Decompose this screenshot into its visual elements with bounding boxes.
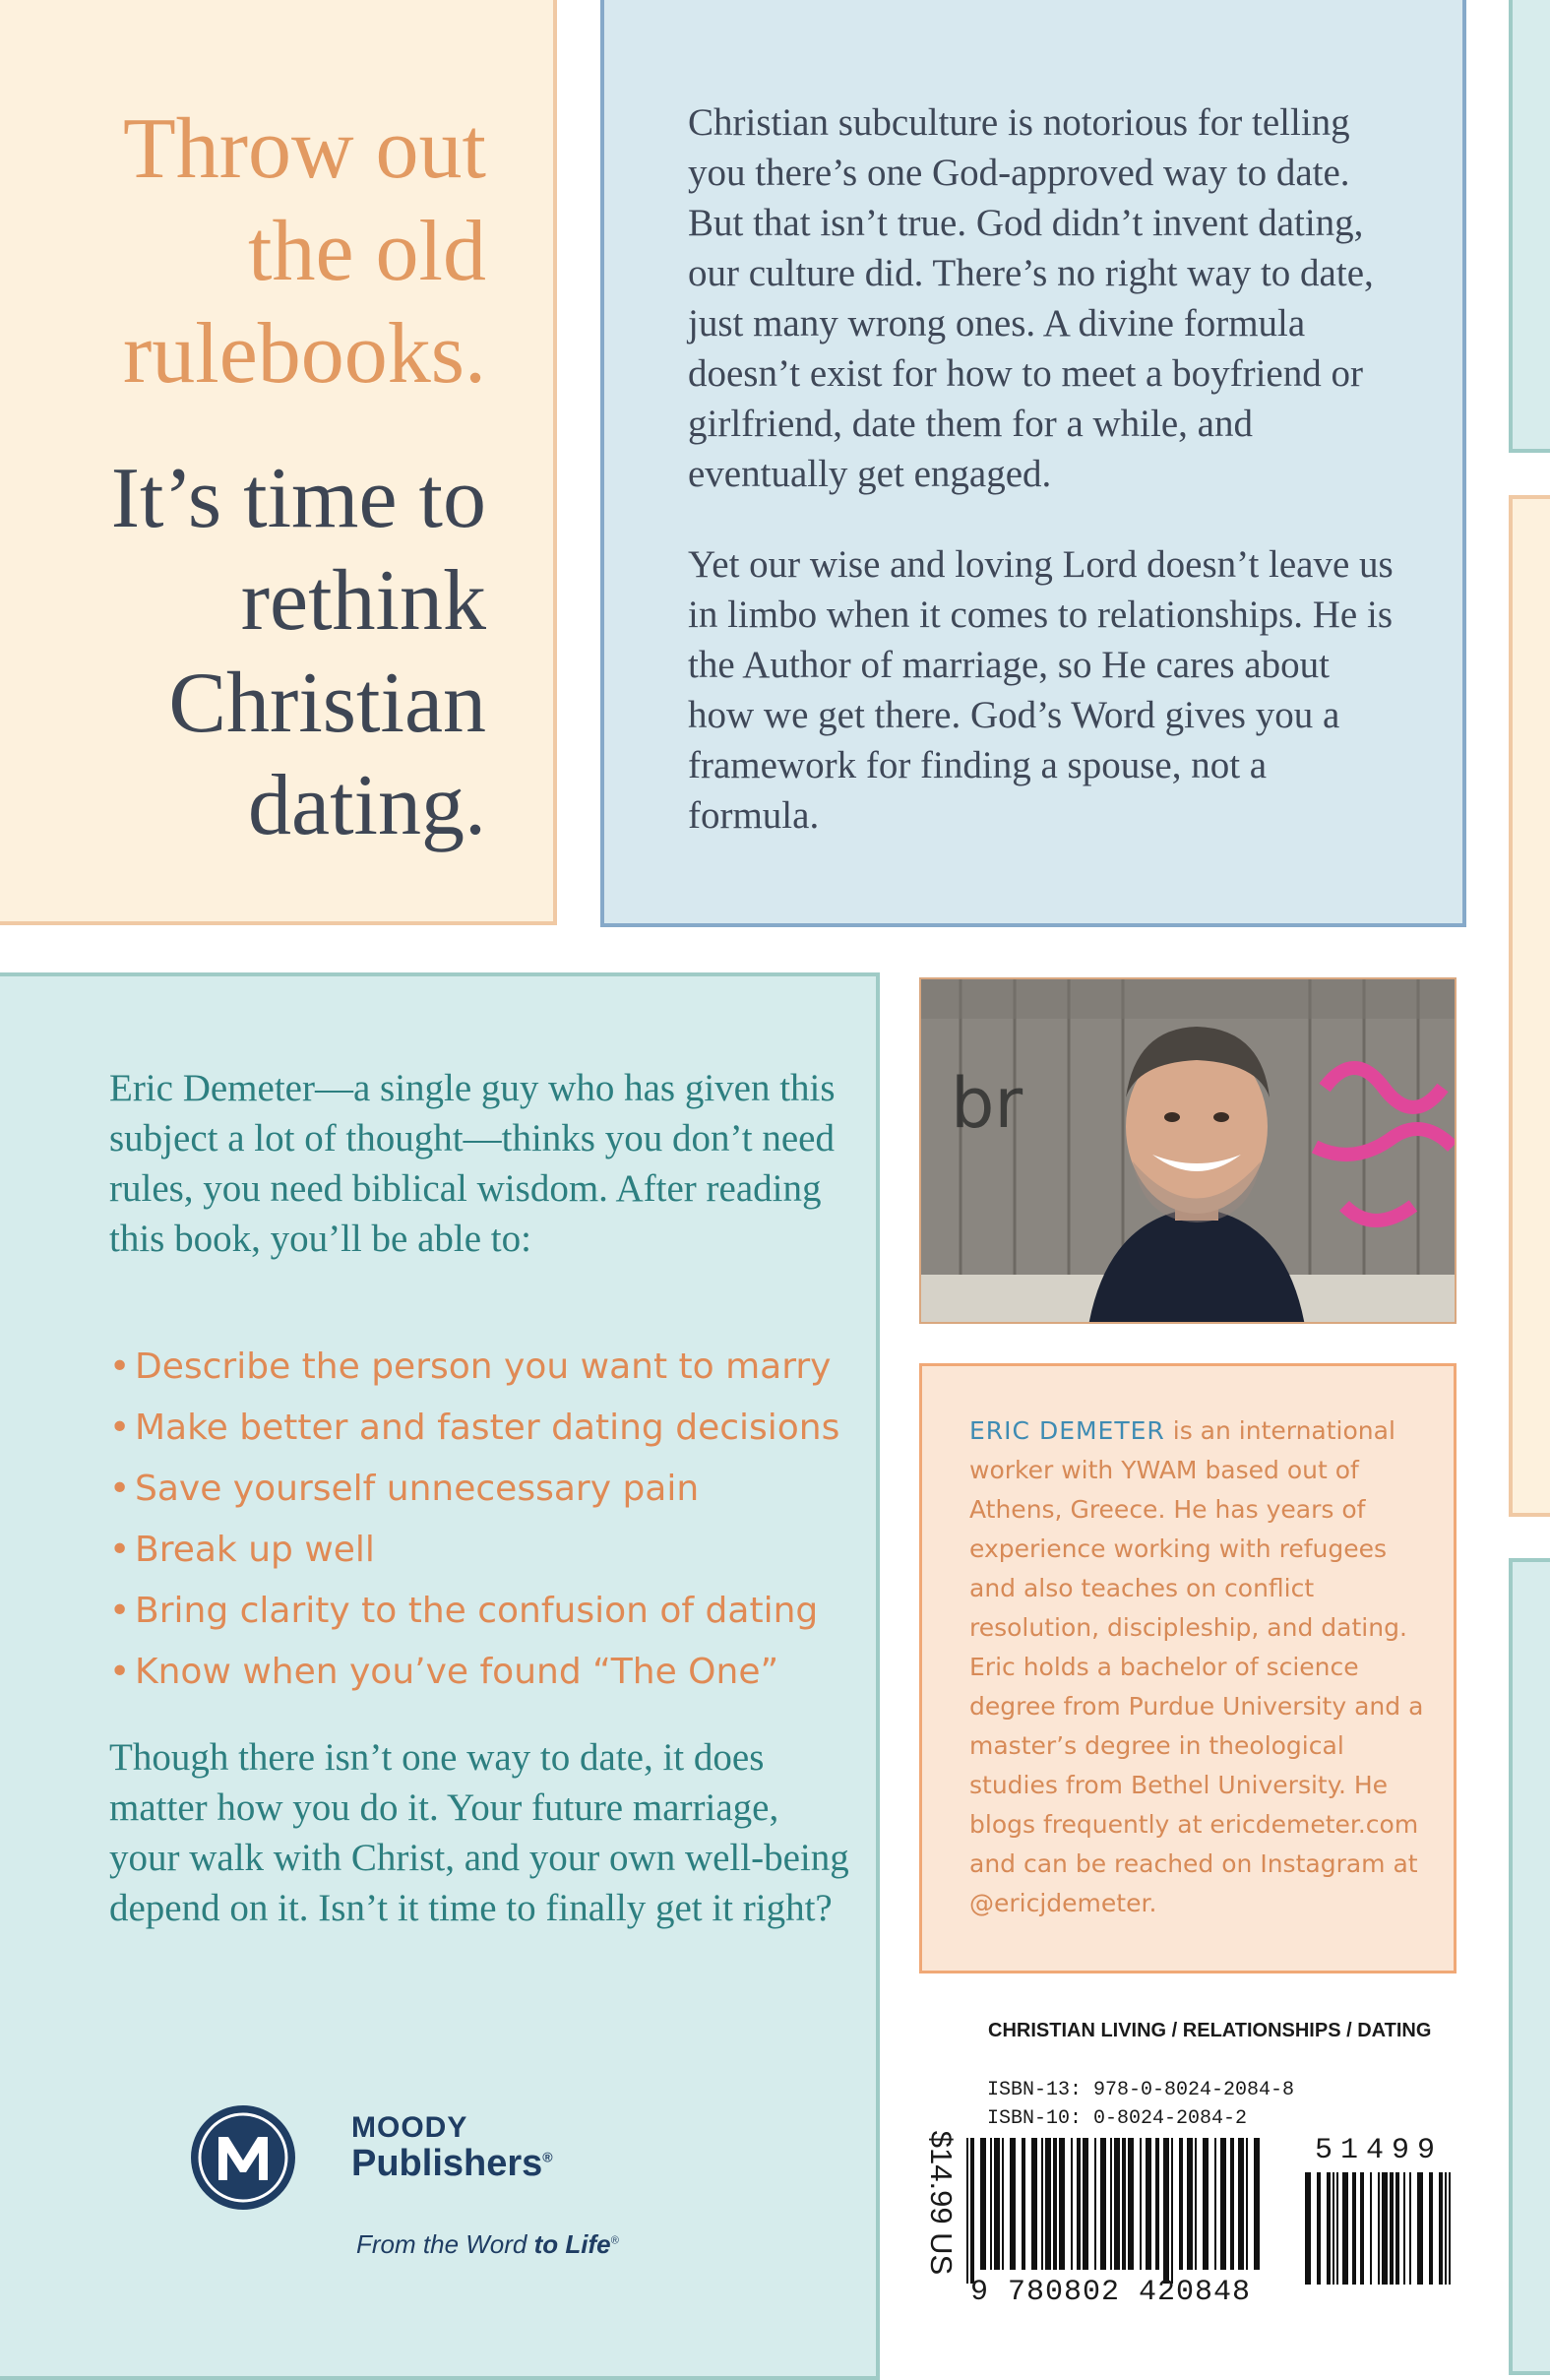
benefit-text: Describe the person you want to marry bbox=[135, 1347, 832, 1387]
barcode-bar bbox=[1059, 2138, 1065, 2270]
barcode-bar bbox=[966, 2138, 968, 2284]
barcode-bar bbox=[1128, 2138, 1134, 2270]
barcode-bar bbox=[990, 2138, 992, 2270]
decorative-panel-cream bbox=[1509, 495, 1550, 1517]
barcode-bar bbox=[1146, 2138, 1151, 2270]
barcode-bar bbox=[1429, 2172, 1433, 2285]
svg-text:br: br bbox=[951, 1063, 1023, 1144]
barcode-bar bbox=[1382, 2172, 1388, 2285]
author-bio-text: is an international worker with YWAM based out of Athens, Greece. He has years of experience working with refugees and also teaches on conflict resolution, discipleship, and dating. Eric holds a bachelor of science degree from Purdue University and a master’s degree in theological studies from Bethel University. He blogs frequently at ericdemeter.com and can be reached on Instagram at @ericjdemeter. bbox=[969, 1416, 1424, 1917]
benefit-item bbox=[109, 1398, 839, 1459]
barcode-bar bbox=[980, 2138, 986, 2270]
barcode-bar bbox=[1317, 2172, 1321, 2285]
barcode-addon-number: 51499 bbox=[1315, 2134, 1444, 2167]
price-label: $14.99 US bbox=[924, 2130, 959, 2276]
barcode-bar bbox=[1445, 2172, 1447, 2285]
barcode-bar bbox=[1100, 2138, 1106, 2270]
barcode-bar bbox=[1342, 2172, 1348, 2285]
author-bio bbox=[969, 1411, 1432, 1923]
benefit-item bbox=[109, 1459, 839, 1520]
barcode-bar bbox=[1110, 2138, 1112, 2270]
bullet-marker: • bbox=[109, 1530, 131, 1570]
author-bio-box bbox=[919, 1363, 1457, 1973]
barcode-bar bbox=[1370, 2172, 1372, 2285]
headline-secondary: It’s time to rethink Christian dating. bbox=[110, 451, 486, 853]
benefit-item bbox=[109, 1337, 839, 1398]
barcode-bar bbox=[1122, 2138, 1126, 2270]
barcode-bar bbox=[1449, 2172, 1451, 2285]
barcode-bar bbox=[1041, 2138, 1043, 2270]
barcode-bar bbox=[1230, 2138, 1234, 2270]
barcode-bar bbox=[1002, 2138, 1004, 2270]
barcode-bar bbox=[1360, 2172, 1364, 2285]
decorative-panel-teal-bottom bbox=[1509, 1558, 1550, 2375]
benefit-list bbox=[109, 1337, 839, 1703]
barcode-addon-image bbox=[1301, 2172, 1458, 2298]
category-label: CHRISTIAN LIVING / RELATIONSHIPS / DATING bbox=[988, 2020, 1432, 2041]
benefit-text: Make better and faster dating decisions bbox=[135, 1408, 840, 1448]
moody-m-icon bbox=[189, 2103, 297, 2212]
barcode-bar bbox=[1171, 2138, 1173, 2284]
benefit-item bbox=[109, 1581, 839, 1642]
bullet-marker: • bbox=[109, 1408, 131, 1448]
barcode-bar bbox=[1045, 2138, 1051, 2270]
barcode-bar bbox=[1390, 2172, 1394, 2285]
barcode-bar bbox=[1114, 2138, 1120, 2270]
description-panel bbox=[0, 972, 880, 2380]
isbn-13: ISBN-13: 978-0-8024-2084-8 bbox=[987, 2079, 1295, 2101]
barcode-number: 9 780802 420848 bbox=[970, 2276, 1252, 2309]
barcode-image bbox=[962, 2138, 1268, 2284]
publisher-tagline: From the Word to Life® bbox=[356, 2229, 619, 2259]
barcode-bar bbox=[1155, 2138, 1159, 2270]
barcode-bar bbox=[1094, 2138, 1096, 2270]
barcode-bar bbox=[1333, 2172, 1334, 2285]
description-paragraph-1: Eric Demeter—a single guy who has given this subject a lot of thought—thinks you don’t need rules, you need biblical wisdom. After reading this book, you’ll be able to: bbox=[109, 1067, 836, 1260]
barcode-bar bbox=[1254, 2138, 1260, 2270]
publisher-logo bbox=[189, 2103, 642, 2281]
barcode-bar bbox=[1378, 2172, 1380, 2285]
intro-paragraph-2: Yet our wise and loving Lord doesn’t leave us in limbo when it comes to relationships. He is the Author of marriage, so He cares about how we get there. God’s Word gives you a framework for finding a spouse, not a formula. bbox=[688, 543, 1394, 837]
bullet-marker: • bbox=[109, 1469, 131, 1509]
barcode-bar bbox=[994, 2138, 1000, 2270]
publisher-name-line2: Publishers® bbox=[351, 2143, 553, 2184]
barcode-bar bbox=[1238, 2138, 1244, 2270]
barcode-bar bbox=[1220, 2138, 1226, 2270]
barcode-bar bbox=[1439, 2172, 1443, 2285]
barcode-bar bbox=[1077, 2138, 1081, 2270]
barcode-bar bbox=[1403, 2172, 1405, 2285]
barcode-bar bbox=[970, 2138, 974, 2284]
author-name: ERIC DEMETER bbox=[969, 1416, 1165, 1445]
barcode-bar bbox=[1195, 2138, 1197, 2270]
benefit-text: Break up well bbox=[135, 1530, 375, 1570]
barcode-bar bbox=[1246, 2138, 1248, 2270]
bullet-marker: • bbox=[109, 1347, 131, 1387]
barcode-bar bbox=[1214, 2138, 1216, 2270]
benefit-text: Save yourself unnecessary pain bbox=[135, 1469, 700, 1509]
barcode-bar bbox=[1409, 2172, 1411, 2285]
intro-panel bbox=[600, 0, 1466, 927]
barcode-bar bbox=[1010, 2138, 1016, 2270]
barcode-bar bbox=[1140, 2138, 1142, 2270]
barcode-bar bbox=[1071, 2138, 1073, 2270]
headline-panel bbox=[0, 0, 557, 925]
barcode-bar bbox=[1417, 2172, 1423, 2285]
barcode-bar bbox=[1163, 2138, 1169, 2284]
bullet-marker: • bbox=[109, 1591, 131, 1631]
barcode-bar bbox=[1187, 2138, 1193, 2270]
barcode-bar bbox=[1327, 2172, 1331, 2285]
barcode-bar bbox=[1179, 2138, 1183, 2270]
benefit-text: Know when you’ve found “The One” bbox=[135, 1652, 779, 1692]
decorative-panel-teal-top bbox=[1509, 0, 1550, 453]
benefit-text: Bring clarity to the confusion of dating bbox=[135, 1591, 819, 1631]
benefit-item bbox=[109, 1642, 839, 1703]
benefit-item bbox=[109, 1520, 839, 1581]
isbn-10: ISBN-10: 0-8024-2084-2 bbox=[987, 2107, 1248, 2130]
barcode-bar bbox=[1053, 2138, 1057, 2270]
intro-paragraph-1: Christian subculture is notorious for telling you there’s one God-approved way to date. But that isn’t true. God didn’t invent dating, our culture did. There’s no right way to date, just many wrong ones. A divine formula doesn’t exist for how to meet a boyfriend or girlfriend, date them for a while, and eventually get engaged. bbox=[688, 101, 1374, 495]
barcode-bar bbox=[1305, 2172, 1311, 2285]
publisher-name-line1: MOODY bbox=[351, 2111, 468, 2144]
barcode-bar bbox=[1395, 2172, 1399, 2285]
barcode-bar bbox=[1022, 2138, 1025, 2270]
barcode-bar bbox=[1336, 2172, 1338, 2285]
barcode-bar bbox=[1203, 2138, 1209, 2270]
author-photo bbox=[919, 977, 1457, 1324]
barcode-bar bbox=[1083, 2138, 1088, 2270]
bullet-marker: • bbox=[109, 1652, 131, 1692]
description-paragraph-2: Though there isn’t one way to date, it does matter how you do it. Your future marriage, your walk with Christ, and your own well-being depend on it. Isn’t it time to finally get it right? bbox=[109, 1736, 849, 1929]
headline-primary: Throw out the old rulebooks. bbox=[122, 101, 486, 402]
barcode-bar bbox=[1031, 2138, 1037, 2270]
barcode-bar bbox=[1352, 2172, 1356, 2285]
